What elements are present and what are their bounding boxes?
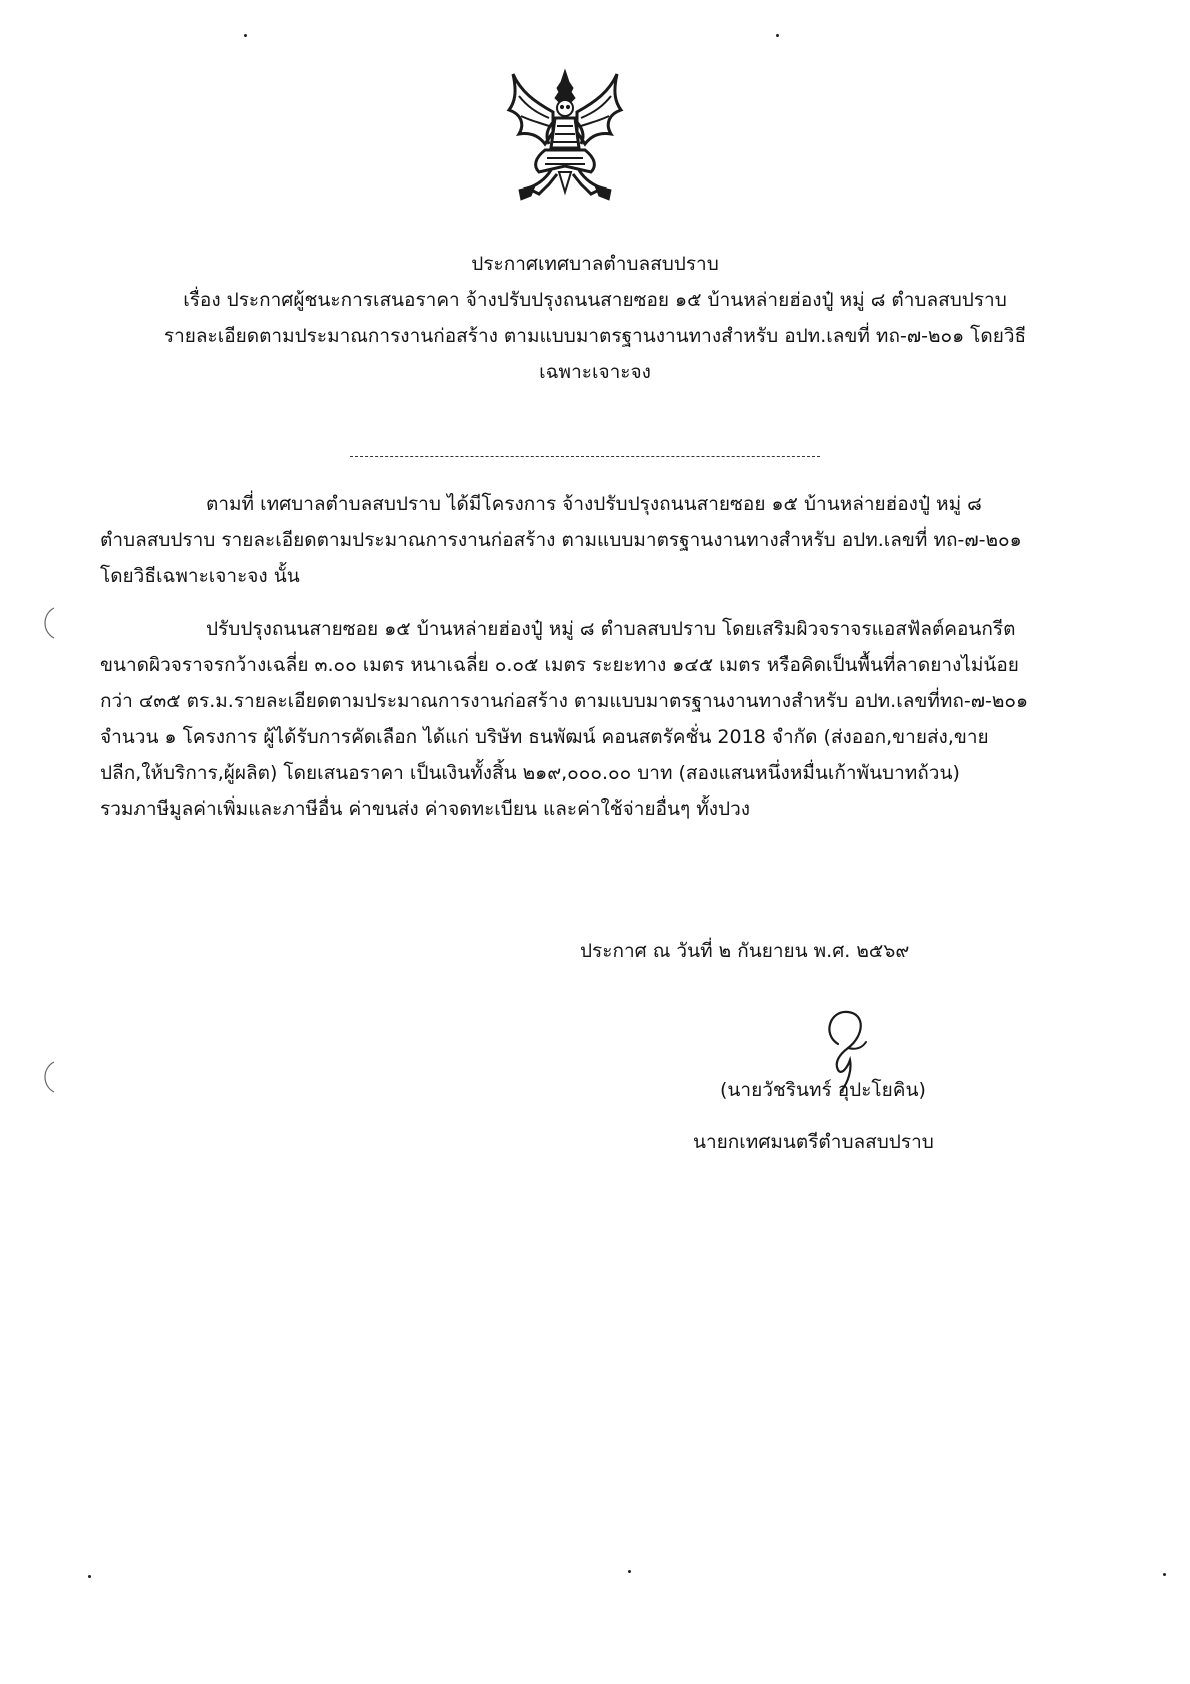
scan-speck xyxy=(1163,1573,1166,1576)
heading-divider xyxy=(350,456,820,457)
scan-speck xyxy=(244,34,247,37)
punch-hole-mark xyxy=(38,1060,58,1094)
scan-speck xyxy=(776,34,779,37)
subject-line-1: เรื่อง ประกาศผู้ชนะการเสนอราคา จ้างปรับปรุงถนนสายซอย ๑๕ บ้านหล่ายฮ่องปู๋ หมู่ ๘ ตำบลสบปราบ xyxy=(183,289,1007,311)
scan-speck xyxy=(88,1575,91,1578)
subject-line-2: รายละเอียดตามประมาณการงานก่อสร้าง ตามแบบมาตรฐานงานทางสำหรับ อปท.เลขที่ ทถ-๗-๒๐๑ โดยวิธี xyxy=(163,325,1027,347)
scan-speck xyxy=(628,1570,631,1573)
paragraph-2-line-6: รวมภาษีมูลค่าเพิ่มและภาษีอื่น ค่าขนส่ง ค่าจดทะเบียน และค่าใช้จ่ายอื่นๆ ทั้งปวง xyxy=(100,798,751,820)
paragraph-2-line-5: ปลีก,ให้บริการ,ผู้ผลิต) โดยเสนอราคา เป็นเงินทั้งสิ้น ๒๑๙,๐๐๐.๐๐ บาท (สองแสนหนึ่งหมื่นเก้าพันบาทถ้วน) xyxy=(100,762,960,784)
signer-name: (นายวัชรินทร์ อุปะโยคิน) xyxy=(720,1079,926,1101)
garuda-emblem-icon xyxy=(505,62,625,212)
paragraph-2-line-1: ปรับปรุงถนนสายซอย ๑๕ บ้านหล่ายฮ่องปู๋ หมู่ ๘ ตำบลสบปราบ โดยเสริมผิวจราจรแอสฟัลต์คอนกรีต xyxy=(206,618,1016,640)
announcement-heading xyxy=(100,246,1090,390)
paragraph-1-line-3: โดยวิธีเฉพาะเจาะจง นั้น xyxy=(100,565,300,587)
signer-title: นายกเทศมนตรีตำบลสบปราบ xyxy=(693,1131,934,1153)
paragraph-1-line-1: ตามที่ เทศบาลตำบลสบปราบ ได้มีโครงการ จ้างปรับปรุงถนนสายซอย ๑๕ บ้านหล่ายฮ่องปู๋ หมู่ ๘ xyxy=(206,493,982,515)
paragraph-1-line-2: ตำบลสบปราบ รายละเอียดตามประมาณการงานก่อสร้าง ตามแบบมาตรฐานงานทางสำหรับ อปท.เลขที่ ทถ-๗-๒๐๑ xyxy=(100,529,1022,551)
agency-line: ประกาศเทศบาลตำบลสบปราบ xyxy=(471,253,719,275)
paragraph-2-line-3: กว่า ๔๓๕ ตร.ม.รายละเอียดตามประมาณการงานก่อสร้าง ตามแบบมาตรฐานงานทางสำหรับ อปท.เลขที่ทถ-๗-๒๐๑ xyxy=(100,690,1029,712)
announce-date: ประกาศ ณ วันที่ ๒ กันยายน พ.ศ. ๒๕๖๙ xyxy=(580,940,910,962)
paragraph-2-line-4: จำนวน ๑ โครงการ ผู้ได้รับการคัดเลือก ได้แก่ บริษัท ธนพัฒน์ คอนสตรัคชั่น 2018 จำกัด (ส่งออก,ขายส่ง,ขาย xyxy=(100,726,989,748)
subject-line-3: เฉพาะเจาะจง xyxy=(539,361,651,383)
paragraph-1 xyxy=(100,486,1090,594)
paragraph-2 xyxy=(100,611,1090,827)
paragraph-2-line-2: ขนาดผิวจราจรกว้างเฉลี่ย ๓.๐๐ เมตร หนาเฉลี่ย ๐.๐๕ เมตร ระยะทาง ๑๔๕ เมตร หรือคิดเป็นพื้นที่ลาดยางไม่น้อย xyxy=(100,654,1019,676)
punch-hole-mark xyxy=(38,606,58,640)
